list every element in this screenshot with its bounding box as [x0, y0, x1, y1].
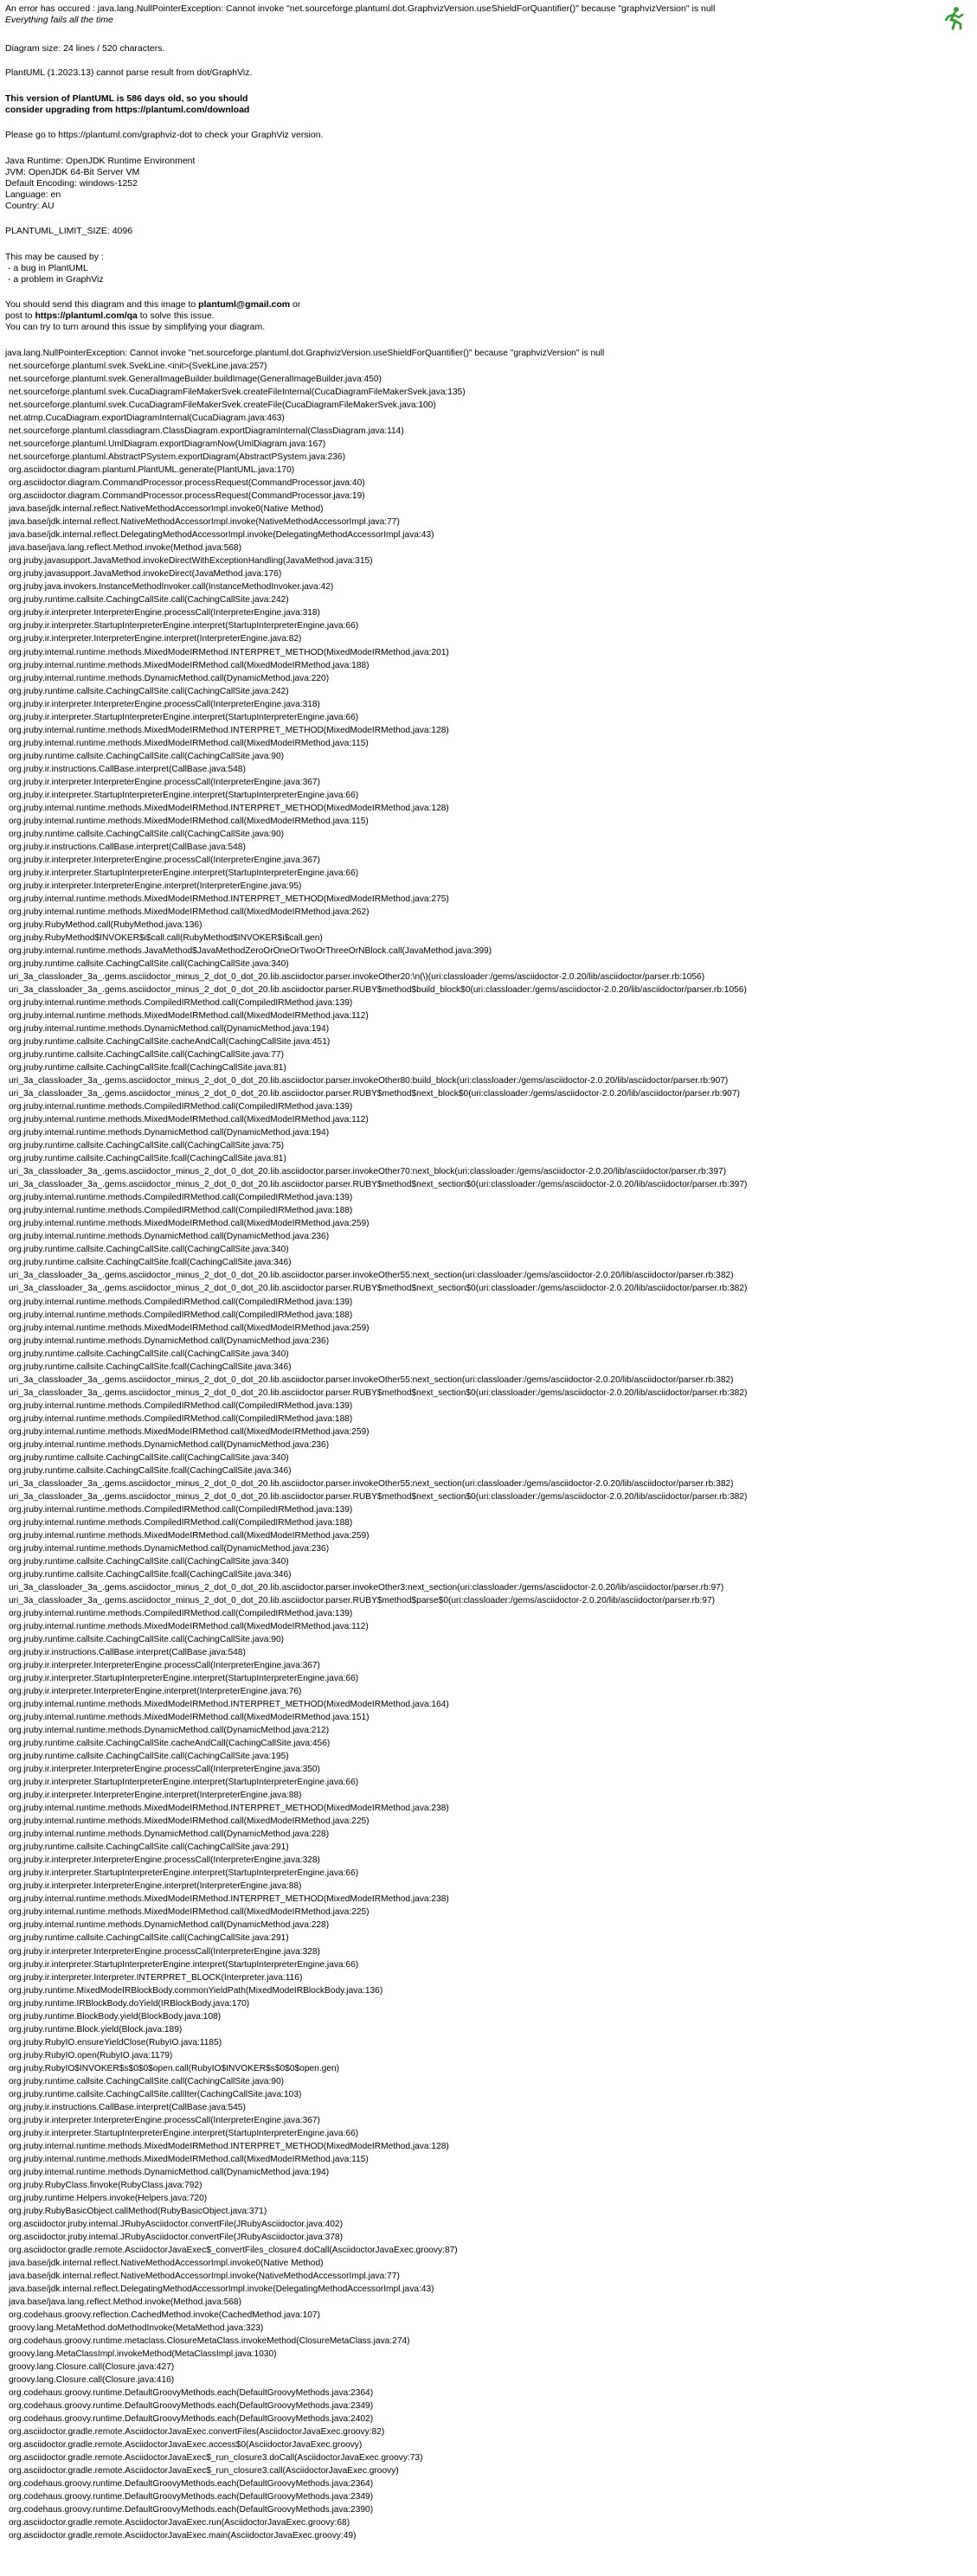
- stack-frame: org.jruby.runtime.Block.yield(Block.java:189): [9, 2024, 183, 2035]
- error-tagline: Everything fails all the time: [5, 15, 113, 25]
- stack-frame: org.jruby.runtime.callsite.CachingCallSite.call(CachingCallSite.java:291): [9, 1842, 289, 1853]
- stack-frame: org.jruby.runtime.callsite.CachingCallSite.call(CachingCallSite.java:90): [9, 751, 285, 761]
- stack-frame: org.jruby.internal.runtime.methods.DynamicMethod.call(DynamicMethod.java:228): [9, 1920, 330, 1931]
- stack-frame: org.asciidoctor.gradle.remote.AsciidoctorJavaExec$_run_closure3.doCall(AsciidoctorJavaExec.groovy:73): [9, 2453, 423, 2464]
- stack-frame: net.sourceforge.plantuml.AbstractPSystem.exportDiagram(AbstractPSystem.java:236): [9, 452, 345, 463]
- env-jvm: JVM: OpenJDK 64-Bit Server VM: [5, 167, 140, 177]
- stack-frame: org.jruby.runtime.callsite.CachingCallSite.call(CachingCallSite.java:340): [9, 1556, 289, 1567]
- stack-frame: org.jruby.runtime.callsite.CachingCallSite.call(CachingCallSite.java:75): [9, 1141, 285, 1151]
- stack-frame: org.jruby.ir.interpreter.InterpreterEngine.processCall(InterpreterEngine.java:318): [9, 699, 320, 709]
- stack-frame: uri_3a_classloader_3a_.gems.asciidoctor_minus_2_dot_0_dot_20.lib.asciidoctor.parser.invokeOther55:next_section(uri:classloader:/gems/asciidoctor-2.0.20/lib/asciidoctor/parser.rb:382): [9, 1478, 734, 1489]
- stack-frame: org.asciidoctor.gradle.remote.AsciidoctorJavaExec.run(AsciidoctorJavaExec.groovy:68): [9, 2518, 350, 2528]
- stack-frame: org.jruby.internal.runtime.methods.MixedModeIRMethod.call(MixedModeIRMethod.java:225): [9, 1817, 370, 1827]
- send-instructions-line-2: [5, 311, 948, 322]
- plantuml-parse-error: PlantUML (1.2023.13) cannot parse result from dot/GraphViz.: [5, 67, 253, 78]
- stack-frame: org.jruby.internal.runtime.methods.CompiledIRMethod.call(CompiledIRMethod.java:139): [9, 998, 353, 1008]
- stack-frame: groovy.lang.MetaClassImpl.invokeMethod(MetaClassImpl.java:1030): [9, 2349, 277, 2360]
- stack-frame: org.jruby.ir.interpreter.InterpreterEngine.processCall(InterpreterEngine.java:367): [9, 2115, 320, 2125]
- stack-frame: java.base/jdk.internal.reflect.NativeMethodAccessorImpl.invoke(NativeMethodAccessorImpl.java:77): [9, 517, 400, 528]
- stack-frame: org.jruby.runtime.MixedModeIRBlockBody.commonYieldPath(MixedModeIRBlockBody.java:136): [9, 1985, 383, 1996]
- stack-frame: org.codehaus.groovy.runtime.DefaultGroovyMethods.each(DefaultGroovyMethods.java:2349): [9, 2492, 374, 2502]
- stack-frame: org.jruby.internal.runtime.methods.MixedModeIRMethod.call(MixedModeIRMethod.java:151): [9, 1713, 370, 1723]
- stack-frame: uri_3a_classloader_3a_.gems.asciidoctor_minus_2_dot_0_dot_20.lib.asciidoctor.parser.RUBY$method$next_section$0(uri:classloader:/gems/asciidoctor-2.0.20/lib/asciidoctor/parser.rb:382): [9, 1387, 748, 1398]
- stack-frame: uri_3a_classloader_3a_.gems.asciidoctor_minus_2_dot_0_dot_20.lib.asciidoctor.parser.RUBY$method$next_section$0(uri:classloader:/gems/asciidoctor-2.0.20/lib/asciidoctor/parser.rb:382): [9, 1284, 748, 1294]
- stack-frame: org.jruby.ir.instructions.CallBase.interpret(CallBase.java:548): [9, 1648, 246, 1657]
- stack-frame: org.jruby.runtime.IRBlockBody.doYield(IRBlockBody.java:170): [9, 1998, 250, 2009]
- stack-frame: uri_3a_classloader_3a_.gems.asciidoctor_minus_2_dot_0_dot_20.lib.asciidoctor.parser.invokeOther80:build_block(uri:classloader:/gems/asciidoctor-2.0.20/lib/asciidoctor/parser.rb:907): [9, 1076, 729, 1086]
- qa-link: https://plantuml.com/qa: [35, 311, 138, 321]
- stack-frame: org.jruby.RubyMethod.call(RubyMethod.java:136): [9, 920, 202, 930]
- stack-frame: org.jruby.ir.interpreter.StartupInterpreterEngine.interpret(StartupInterpreterEngine.java:66): [9, 1778, 359, 1788]
- stack-frame: org.jruby.RubyIO.ensureYieldClose(RubyIO.java:1185): [9, 2037, 222, 2047]
- stack-frame: org.jruby.runtime.callsite.CachingCallSite.fcall(CachingCallSite.java:346): [9, 1258, 292, 1268]
- stack-frame: org.jruby.RubyIO$INVOKER$s$0$0$open.call(RubyIO$INVOKER$s$0$0$open.gen): [9, 2063, 340, 2073]
- stack-frame: org.asciidoctor.diagram.CommandProcessor.processRequest(CommandProcessor.java:40): [9, 478, 365, 489]
- stack-frame: org.jruby.internal.runtime.methods.CompiledIRMethod.call(CompiledIRMethod.java:139): [9, 1400, 353, 1411]
- stack-frame: org.jruby.internal.runtime.methods.DynamicMethod.call(DynamicMethod.java:194): [9, 2167, 330, 2177]
- stack-frame: org.jruby.RubyBasicObject.callMethod(RubyBasicObject.java:371): [9, 2206, 267, 2216]
- stack-frame: org.jruby.ir.interpreter.StartupInterpreterEngine.interpret(StartupInterpreterEngine.java:66): [9, 868, 359, 878]
- env-encoding: Default Encoding: windows-1252: [5, 178, 138, 189]
- stack-frame: org.codehaus.groovy.runtime.DefaultGroovyMethods.each(DefaultGroovyMethods.java:2390): [9, 2505, 374, 2515]
- stack-frame: org.jruby.ir.interpreter.StartupInterpreterEngine.interpret(StartupInterpreterEngine.java:66): [9, 2128, 359, 2138]
- stack-frame: org.jruby.internal.runtime.methods.MixedModeIRMethod.call(MixedModeIRMethod.java:115): [9, 738, 369, 748]
- stack-frame: org.jruby.runtime.callsite.CachingCallSite.call(CachingCallSite.java:195): [9, 1752, 289, 1762]
- stack-frame: org.jruby.ir.interpreter.InterpreterEngine.interpret(InterpreterEngine.java:88): [9, 1791, 302, 1801]
- cause-graphviz: - a problem in GraphViz: [5, 274, 104, 285]
- graphviz-check: Please go to https://plantuml.com/graphviz-dot to check your GraphViz version.: [5, 130, 324, 140]
- stack-frame: uri_3a_classloader_3a_.gems.asciidoctor_minus_2_dot_0_dot_20.lib.asciidoctor.parser.invokeOther55:next_section(uri:classloader:/gems/asciidoctor-2.0.20/lib/asciidoctor/parser.rb:382): [9, 1271, 734, 1281]
- stack-frame: org.jruby.ir.interpreter.InterpreterEngine.processCall(InterpreterEngine.java:350): [9, 1765, 320, 1775]
- stack-frame: org.jruby.runtime.callsite.CachingCallSite.callIter(CachingCallSite.java:103): [9, 2089, 302, 2099]
- stack-frame: net.atmp.CucaDiagram.exportDiagramInternal(CucaDiagram.java:463): [9, 413, 285, 424]
- stack-frame: org.jruby.internal.runtime.methods.MixedModeIRMethod.call(MixedModeIRMethod.java:115): [9, 2154, 369, 2164]
- stack-frame: org.jruby.internal.runtime.methods.DynamicMethod.call(DynamicMethod.java:194): [9, 1128, 330, 1138]
- stack-frame: org.jruby.ir.instructions.CallBase.interpret(CallBase.java:548): [9, 842, 246, 852]
- stack-frame: org.asciidoctor.gradle.remote.AsciidoctorJavaExec$_run_closure3.call(AsciidoctorJavaExec.groovy): [9, 2466, 399, 2477]
- stack-frame: java.base/jdk.internal.reflect.DelegatingMethodAccessorImpl.invoke(DelegatingMethodAccessorImpl.java:43): [9, 2284, 434, 2294]
- stack-frame: org.asciidoctor.gradle.remote.AsciidoctorJavaExec.main(AsciidoctorJavaExec.groovy:49): [9, 2531, 357, 2541]
- stack-frame: org.jruby.RubyClass.finvoke(RubyClass.java:792): [9, 2180, 202, 2190]
- stack-frame: org.jruby.ir.interpreter.InterpreterEngine.processCall(InterpreterEngine.java:367): [9, 855, 320, 865]
- stack-frame: org.jruby.internal.runtime.methods.DynamicMethod.call(DynamicMethod.java:236): [9, 1543, 330, 1554]
- stack-frame: net.sourceforge.plantuml.svek.GeneralImageBuilder.buildImage(GeneralImageBuilder.java:450): [9, 375, 382, 384]
- stack-frame: java.base/jdk.internal.reflect.DelegatingMethodAccessorImpl.invoke(DelegatingMethodAccessorImpl.java:43): [9, 530, 434, 541]
- stack-frame: org.jruby.internal.runtime.methods.DynamicMethod.call(DynamicMethod.java:236): [9, 1439, 330, 1450]
- post-suffix: to solve this issue.: [137, 311, 215, 321]
- stack-frame: net.sourceforge.plantuml.UmlDiagram.exportDiagramNow(UmlDiagram.java:167): [9, 439, 326, 450]
- stack-frame: net.sourceforge.plantuml.svek.CucaDiagramFileMakerSvek.createFileInternal(CucaDiagramFileMakerSvek.java:135): [9, 388, 466, 398]
- support-email: plantuml@gmail.com: [198, 299, 291, 310]
- send-prefix: You should send this diagram and this image to: [5, 299, 199, 310]
- stack-frame: org.jruby.runtime.callsite.CachingCallSite.call(CachingCallSite.java:340): [9, 1245, 289, 1255]
- stack-frame: org.jruby.internal.runtime.methods.MixedModeIRMethod.call(MixedModeIRMethod.java:112): [9, 1011, 369, 1021]
- stack-frame: org.jruby.ir.interpreter.Interpreter.INTERPRET_BLOCK(Interpreter.java:116): [9, 1972, 303, 1983]
- stack-frame: groovy.lang.Closure.call(Closure.java:416): [9, 2375, 175, 2386]
- stack-frame: org.jruby.javasupport.JavaMethod.invokeDirect(JavaMethod.java:176): [9, 569, 282, 580]
- stack-frame: org.asciidoctor.diagram.CommandProcessor.processRequest(CommandProcessor.java:19): [9, 491, 365, 502]
- stack-frame: org.jruby.internal.runtime.methods.JavaMethod$JavaMethodZeroOrOneOrTwoOrThreeOrNBlock.call(JavaMethod.java:399): [9, 945, 492, 956]
- stack-frame: org.jruby.runtime.callsite.CachingCallSite.fcall(CachingCallSite.java:346): [9, 1362, 292, 1372]
- stack-frame: org.jruby.runtime.callsite.CachingCallSite.call(CachingCallSite.java:90): [9, 1635, 285, 1644]
- send-instructions-line-1: [5, 299, 948, 311]
- stack-frame: org.jruby.internal.runtime.methods.CompiledIRMethod.call(CompiledIRMethod.java:139): [9, 1608, 353, 1618]
- stack-frame: org.jruby.internal.runtime.methods.MixedModeIRMethod.call(MixedModeIRMethod.java:262): [9, 907, 370, 917]
- limit-size: PLANTUML_LIMIT_SIZE: 4096: [5, 226, 133, 236]
- stack-frame: org.jruby.internal.runtime.methods.MixedModeIRMethod.call(MixedModeIRMethod.java:112): [9, 1622, 369, 1631]
- stack-frame: org.jruby.RubyMethod$INVOKER$i$call.call(RubyMethod$INVOKER$i$call.gen): [9, 932, 323, 943]
- stack-frame: org.jruby.RubyIO.open(RubyIO.java:1179): [9, 2050, 173, 2060]
- stack-frame: org.jruby.internal.runtime.methods.MixedModeIRMethod.INTERPRET_METHOD(MixedModeIRMethod.java:275): [9, 894, 449, 904]
- stack-frame: org.codehaus.groovy.runtime.metaclass.ClosureMetaClass.invokeMethod(ClosureMetaClass.java:274): [9, 2336, 410, 2347]
- stack-frame: org.jruby.ir.interpreter.StartupInterpreterEngine.interpret(StartupInterpreterEngine.java:66): [9, 1959, 359, 1970]
- stack-frame: groovy.lang.Closure.call(Closure.java:427): [9, 2362, 175, 2373]
- stack-frame: org.asciidoctor.diagram.plantuml.PlantUML.generate(PlantUML.java:170): [9, 465, 295, 476]
- stack-frame: org.asciidoctor.jruby.internal.JRubyAsciidoctor.convertFile(JRubyAsciidoctor.java:402): [9, 2219, 343, 2229]
- stack-frame: org.jruby.internal.runtime.methods.MixedModeIRMethod.call(MixedModeIRMethod.java:259): [9, 1323, 370, 1333]
- stack-frame: org.jruby.internal.runtime.methods.MixedModeIRMethod.INTERPRET_METHOD(MixedModeIRMethod.java:238): [9, 1894, 449, 1905]
- stack-frame: org.asciidoctor.gradle.remote.AsciidoctorJavaExec.convertFiles(AsciidoctorJavaExec.groovy:82): [9, 2427, 385, 2438]
- stack-frame: org.jruby.ir.interpreter.InterpreterEngine.processCall(InterpreterEngine.java:367): [9, 1661, 320, 1670]
- stack-frame: org.jruby.runtime.callsite.CachingCallSite.call(CachingCallSite.java:242): [9, 686, 289, 696]
- stack-frame: org.jruby.ir.interpreter.InterpreterEngine.processCall(InterpreterEngine.java:328): [9, 1946, 320, 1957]
- stack-frame: org.jruby.runtime.callsite.CachingCallSite.fcall(CachingCallSite.java:346): [9, 1569, 292, 1580]
- stack-frame: uri_3a_classloader_3a_.gems.asciidoctor_minus_2_dot_0_dot_20.lib.asciidoctor.parser.RUBY$method$next_section$0(uri:classloader:/gems/asciidoctor-2.0.20/lib/asciidoctor/parser.rb:382): [9, 1491, 748, 1502]
- stack-frame: uri_3a_classloader_3a_.gems.asciidoctor_minus_2_dot_0_dot_20.lib.asciidoctor.parser.invokeOther3:next_section(uri:classloader:/gems/asciidoctor-2.0.20/lib/asciidoctor/parser.rb:97): [9, 1582, 724, 1592]
- stack-frame: org.jruby.internal.runtime.methods.CompiledIRMethod.call(CompiledIRMethod.java:139): [9, 1504, 353, 1515]
- stack-frame: org.jruby.runtime.callsite.CachingCallSite.call(CachingCallSite.java:340): [9, 958, 289, 969]
- exception-line: java.lang.NullPointerException: Cannot invoke "net.sourceforge.plantuml.dot.GraphvizVersion.useShieldForQuantifier()" because "graphvizVersion" is null: [5, 349, 605, 358]
- stack-frame: org.jruby.ir.interpreter.StartupInterpreterEngine.interpret(StartupInterpreterEngine.java:66): [9, 621, 359, 631]
- stack-frame: org.jruby.ir.instructions.CallBase.interpret(CallBase.java:548): [9, 764, 246, 774]
- stack-frame: org.jruby.internal.runtime.methods.DynamicMethod.call(DynamicMethod.java:236): [9, 1232, 330, 1242]
- env-java-runtime: Java Runtime: OpenJDK Runtime Environment: [5, 156, 196, 166]
- stack-frame: uri_3a_classloader_3a_.gems.asciidoctor_minus_2_dot_0_dot_20.lib.asciidoctor.parser.RUBY$method$build_block$0(uri:classloader:/gems/asciidoctor-2.0.20/lib/asciidoctor/parser.rb:1056): [9, 985, 747, 995]
- stack-frame: org.jruby.runtime.callsite.CachingCallSite.cacheAndCall(CachingCallSite.java:456): [9, 1739, 331, 1749]
- stack-frame: org.jruby.runtime.callsite.CachingCallSite.call(CachingCallSite.java:340): [9, 1349, 289, 1359]
- stack-frame: org.jruby.runtime.callsite.CachingCallSite.call(CachingCallSite.java:291): [9, 1933, 289, 1944]
- stack-frame: org.jruby.internal.runtime.methods.MixedModeIRMethod.call(MixedModeIRMethod.java:225): [9, 1907, 370, 1918]
- stack-frame: org.jruby.ir.interpreter.StartupInterpreterEngine.interpret(StartupInterpreterEngine.java:66): [9, 1674, 359, 1683]
- stack-frame: org.jruby.internal.runtime.methods.CompiledIRMethod.call(CompiledIRMethod.java:139): [9, 1297, 353, 1307]
- stack-frame: org.codehaus.groovy.runtime.DefaultGroovyMethods.each(DefaultGroovyMethods.java:2349): [9, 2401, 374, 2412]
- stack-frame: org.jruby.runtime.callsite.CachingCallSite.fcall(CachingCallSite.java:81): [9, 1063, 286, 1073]
- stack-frame: org.jruby.runtime.callsite.CachingCallSite.call(CachingCallSite.java:90): [9, 829, 285, 839]
- stack-frame: org.jruby.internal.runtime.methods.DynamicMethod.call(DynamicMethod.java:212): [9, 1726, 330, 1736]
- stack-frame: java.base/jdk.internal.reflect.NativeMethodAccessorImpl.invoke0(Native Method): [9, 504, 324, 515]
- stack-frame: org.asciidoctor.gradle.remote.AsciidoctorJavaExec.access$0(AsciidoctorJavaExec.groovy): [9, 2440, 363, 2451]
- stack-frame: org.jruby.ir.interpreter.InterpreterEngine.interpret(InterpreterEngine.java:76): [9, 1687, 302, 1697]
- stack-frame: org.jruby.runtime.callsite.CachingCallSite.cacheAndCall(CachingCallSite.java:451): [9, 1037, 331, 1048]
- stack-frame: net.sourceforge.plantuml.svek.SvekLine.<init>(SvekLine.java:257): [9, 362, 267, 371]
- stack-frame: uri_3a_classloader_3a_.gems.asciidoctor_minus_2_dot_0_dot_20.lib.asciidoctor.parser.invokeOther20:\n(\)(uri:classloader:/gems/asciidoctor-2.0.20/lib/asciidoctor/parser.rb:1056): [9, 972, 705, 982]
- stack-frame: org.jruby.internal.runtime.methods.MixedModeIRMethod.INTERPRET_METHOD(MixedModeIRMethod.java:128): [9, 725, 449, 735]
- stack-frame: org.asciidoctor.gradle.remote.AsciidoctorJavaExec$_convertFiles_closure4.doCall(AsciidoctorJavaExec.groovy:87): [9, 2245, 458, 2255]
- stack-frame: org.jruby.ir.interpreter.InterpreterEngine.processCall(InterpreterEngine.java:328): [9, 1855, 320, 1866]
- stack-frame: org.jruby.runtime.callsite.CachingCallSite.fcall(CachingCallSite.java:346): [9, 1465, 292, 1476]
- stack-frame: org.jruby.internal.runtime.methods.CompiledIRMethod.call(CompiledIRMethod.java:188): [9, 1310, 353, 1320]
- stack-frame: org.jruby.ir.interpreter.InterpreterEngine.processCall(InterpreterEngine.java:318): [9, 608, 320, 618]
- stack-frame: org.jruby.runtime.callsite.CachingCallSite.fcall(CachingCallSite.java:81): [9, 1154, 286, 1164]
- stack-frame: java.base/jdk.internal.reflect.NativeMethodAccessorImpl.invoke0(Native Method): [9, 2258, 324, 2268]
- stack-frame: org.jruby.ir.interpreter.InterpreterEngine.interpret(InterpreterEngine.java:88): [9, 1881, 302, 1892]
- stack-frame: org.jruby.runtime.callsite.CachingCallSite.call(CachingCallSite.java:242): [9, 595, 289, 606]
- workaround-hint: You can try to turn around this issue by simplifying your diagram.: [5, 322, 266, 332]
- causes-heading: This may be caused by :: [5, 252, 104, 262]
- stack-frame: org.jruby.runtime.callsite.CachingCallSite.call(CachingCallSite.java:340): [9, 1452, 289, 1463]
- stack-frame: org.jruby.internal.runtime.methods.CompiledIRMethod.call(CompiledIRMethod.java:188): [9, 1517, 353, 1528]
- stack-frame: org.jruby.internal.runtime.methods.CompiledIRMethod.call(CompiledIRMethod.java:139): [9, 1102, 353, 1112]
- env-language: Language: en: [5, 189, 61, 200]
- stack-frame: uri_3a_classloader_3a_.gems.asciidoctor_minus_2_dot_0_dot_20.lib.asciidoctor.parser.RUBY$method$next_block$0(uri:classloader:/gems/asciidoctor-2.0.20/lib/asciidoctor/parser.rb:907): [9, 1089, 740, 1099]
- stack-frame: org.jruby.internal.runtime.methods.CompiledIRMethod.call(CompiledIRMethod.java:139): [9, 1193, 353, 1203]
- stack-frame: org.jruby.runtime.callsite.CachingCallSite.call(CachingCallSite.java:90): [9, 2076, 285, 2086]
- stack-frame: org.jruby.internal.runtime.methods.MixedModeIRMethod.call(MixedModeIRMethod.java:188): [9, 660, 370, 670]
- stack-frame: org.jruby.internal.runtime.methods.MixedModeIRMethod.INTERPRET_METHOD(MixedModeIRMethod.java:128): [9, 2141, 449, 2151]
- stack-frame: org.codehaus.groovy.reflection.CachedMethod.invoke(CachedMethod.java:107): [9, 2310, 320, 2320]
- stack-frame: org.jruby.internal.runtime.methods.DynamicMethod.call(DynamicMethod.java:194): [9, 1024, 330, 1034]
- stack-frame: org.jruby.java.invokers.InstanceMethodInvoker.call(InstanceMethodInvoker.java:42): [9, 582, 334, 593]
- stack-frame: org.jruby.runtime.Helpers.invoke(Helpers.java:720): [9, 2193, 208, 2203]
- stack-frame: org.jruby.ir.interpreter.StartupInterpreterEngine.interpret(StartupInterpreterEngine.java:66): [9, 712, 359, 722]
- stack-frame: org.codehaus.groovy.runtime.DefaultGroovyMethods.each(DefaultGroovyMethods.java:2402): [9, 2414, 374, 2425]
- stack-frame: org.jruby.ir.interpreter.InterpreterEngine.interpret(InterpreterEngine.java:82): [9, 634, 302, 644]
- stack-frame: org.jruby.internal.runtime.methods.DynamicMethod.call(DynamicMethod.java:228): [9, 1829, 330, 1840]
- stack-frame: groovy.lang.MetaMethod.doMethodInvoke(MetaMethod.java:323): [9, 2323, 264, 2333]
- post-prefix: post to: [5, 311, 35, 321]
- stack-frame: org.jruby.runtime.BlockBody.yield(BlockBody.java:108): [9, 2011, 222, 2022]
- send-suffix: or: [290, 299, 301, 310]
- stack-frame: org.jruby.internal.runtime.methods.CompiledIRMethod.call(CompiledIRMethod.java:188): [9, 1413, 353, 1424]
- version-warning-line-1: This version of PlantUML is 586 days old, so you should: [5, 93, 248, 104]
- stack-frame: org.jruby.ir.interpreter.InterpreterEngine.processCall(InterpreterEngine.java:367): [9, 777, 320, 787]
- stack-frame: java.base/java.lang.reflect.Method.invoke(Method.java:568): [9, 2297, 241, 2307]
- stack-frame: org.jruby.ir.interpreter.InterpreterEngine.interpret(InterpreterEngine.java:95): [9, 881, 302, 891]
- stack-frame: java.base/jdk.internal.reflect.NativeMethodAccessorImpl.invoke(NativeMethodAccessorImpl.java:77): [9, 2272, 400, 2281]
- stack-frame: org.jruby.internal.runtime.methods.MixedModeIRMethod.call(MixedModeIRMethod.java:259): [9, 1530, 370, 1541]
- stack-frame: org.jruby.javasupport.JavaMethod.invokeDirectWithExceptionHandling(JavaMethod.java:315): [9, 556, 373, 567]
- stack-frame: org.codehaus.groovy.runtime.DefaultGroovyMethods.each(DefaultGroovyMethods.java:2364): [9, 2479, 374, 2489]
- stack-frame: org.jruby.internal.runtime.methods.DynamicMethod.call(DynamicMethod.java:220): [9, 673, 330, 683]
- stack-frame: org.jruby.ir.instructions.CallBase.interpret(CallBase.java:545): [9, 2102, 246, 2112]
- error-message: An error has occured : java.lang.NullPointerException: Cannot invoke "net.sourceforge.plantuml.dot.GraphvizVersion.useShieldForQuantifier()" because "graphvizVersion" is null: [5, 3, 716, 14]
- stack-frame: uri_3a_classloader_3a_.gems.asciidoctor_minus_2_dot_0_dot_20.lib.asciidoctor.parser.invokeOther70:next_block(uri:classloader:/gems/asciidoctor-2.0.20/lib/asciidoctor/parser.rb:397): [9, 1167, 727, 1177]
- stack-frame: org.jruby.ir.interpreter.StartupInterpreterEngine.interpret(StartupInterpreterEngine.java:66): [9, 790, 359, 800]
- stack-frame: java.base/java.lang.reflect.Method.invoke(Method.java:568): [9, 543, 241, 554]
- stack-frame: uri_3a_classloader_3a_.gems.asciidoctor_minus_2_dot_0_dot_20.lib.asciidoctor.parser.invokeOther55:next_section(uri:classloader:/gems/asciidoctor-2.0.20/lib/asciidoctor/parser.rb:382): [9, 1375, 734, 1385]
- stack-frame: net.sourceforge.plantuml.svek.CucaDiagramFileMakerSvek.createFile(CucaDiagramFileMakerSvek.java:100): [9, 400, 436, 411]
- stack-frame: org.asciidoctor.jruby.internal.JRubyAsciidoctor.convertFile(JRubyAsciidoctor.java:378): [9, 2232, 343, 2242]
- stack-frame: org.jruby.internal.runtime.methods.DynamicMethod.call(DynamicMethod.java:236): [9, 1336, 330, 1346]
- stack-frame: org.jruby.internal.runtime.methods.MixedModeIRMethod.call(MixedModeIRMethod.java:259): [9, 1426, 370, 1437]
- stack-frame: org.codehaus.groovy.runtime.DefaultGroovyMethods.each(DefaultGroovyMethods.java:2364): [9, 2388, 374, 2399]
- stack-frame: org.jruby.internal.runtime.methods.MixedModeIRMethod.call(MixedModeIRMethod.java:115): [9, 816, 369, 826]
- stack-frame: org.jruby.internal.runtime.methods.MixedModeIRMethod.INTERPRET_METHOD(MixedModeIRMethod.java:201): [9, 647, 449, 657]
- stack-frame: org.jruby.internal.runtime.methods.MixedModeIRMethod.INTERPRET_METHOD(MixedModeIRMethod.java:128): [9, 803, 449, 813]
- stack-frame: org.jruby.internal.runtime.methods.MixedModeIRMethod.call(MixedModeIRMethod.java:112): [9, 1115, 369, 1125]
- stack-frame: org.jruby.ir.interpreter.StartupInterpreterEngine.interpret(StartupInterpreterEngine.java:66): [9, 1868, 359, 1879]
- stack-frame: uri_3a_classloader_3a_.gems.asciidoctor_minus_2_dot_0_dot_20.lib.asciidoctor.parser.RUBY$method$next_section$0(uri:classloader:/gems/asciidoctor-2.0.20/lib/asciidoctor/parser.rb:397): [9, 1180, 748, 1190]
- stack-frame: org.jruby.internal.runtime.methods.MixedModeIRMethod.INTERPRET_METHOD(MixedModeIRMethod.java:164): [9, 1700, 449, 1710]
- stack-frame: org.jruby.internal.runtime.methods.MixedModeIRMethod.call(MixedModeIRMethod.java:259): [9, 1219, 370, 1229]
- env-country: Country: AU: [5, 201, 55, 211]
- stack-frame: org.jruby.internal.runtime.methods.MixedModeIRMethod.INTERPRET_METHOD(MixedModeIRMethod.java:238): [9, 1804, 449, 1814]
- stack-frame: uri_3a_classloader_3a_.gems.asciidoctor_minus_2_dot_0_dot_20.lib.asciidoctor.parser.RUBY$method$parse$0(uri:classloader:/gems/asciidoctor-2.0.20/lib/asciidoctor/parser.rb:97): [9, 1595, 716, 1605]
- stack-frame: org.jruby.internal.runtime.methods.CompiledIRMethod.call(CompiledIRMethod.java:188): [9, 1206, 353, 1216]
- cause-plantuml: - a bug in PlantUML: [5, 263, 88, 273]
- running-man-icon: [943, 6, 966, 30]
- stack-frame: org.jruby.runtime.callsite.CachingCallSite.call(CachingCallSite.java:77): [9, 1050, 285, 1061]
- stack-frame: net.sourceforge.plantuml.classdiagram.ClassDiagram.exportDiagramInternal(ClassDiagram.java:114): [9, 426, 404, 437]
- diagram-size: Diagram size: 24 lines / 520 characters.: [5, 43, 165, 54]
- version-warning-line-2: consider upgrading from https://plantuml.com/download: [5, 105, 250, 115]
